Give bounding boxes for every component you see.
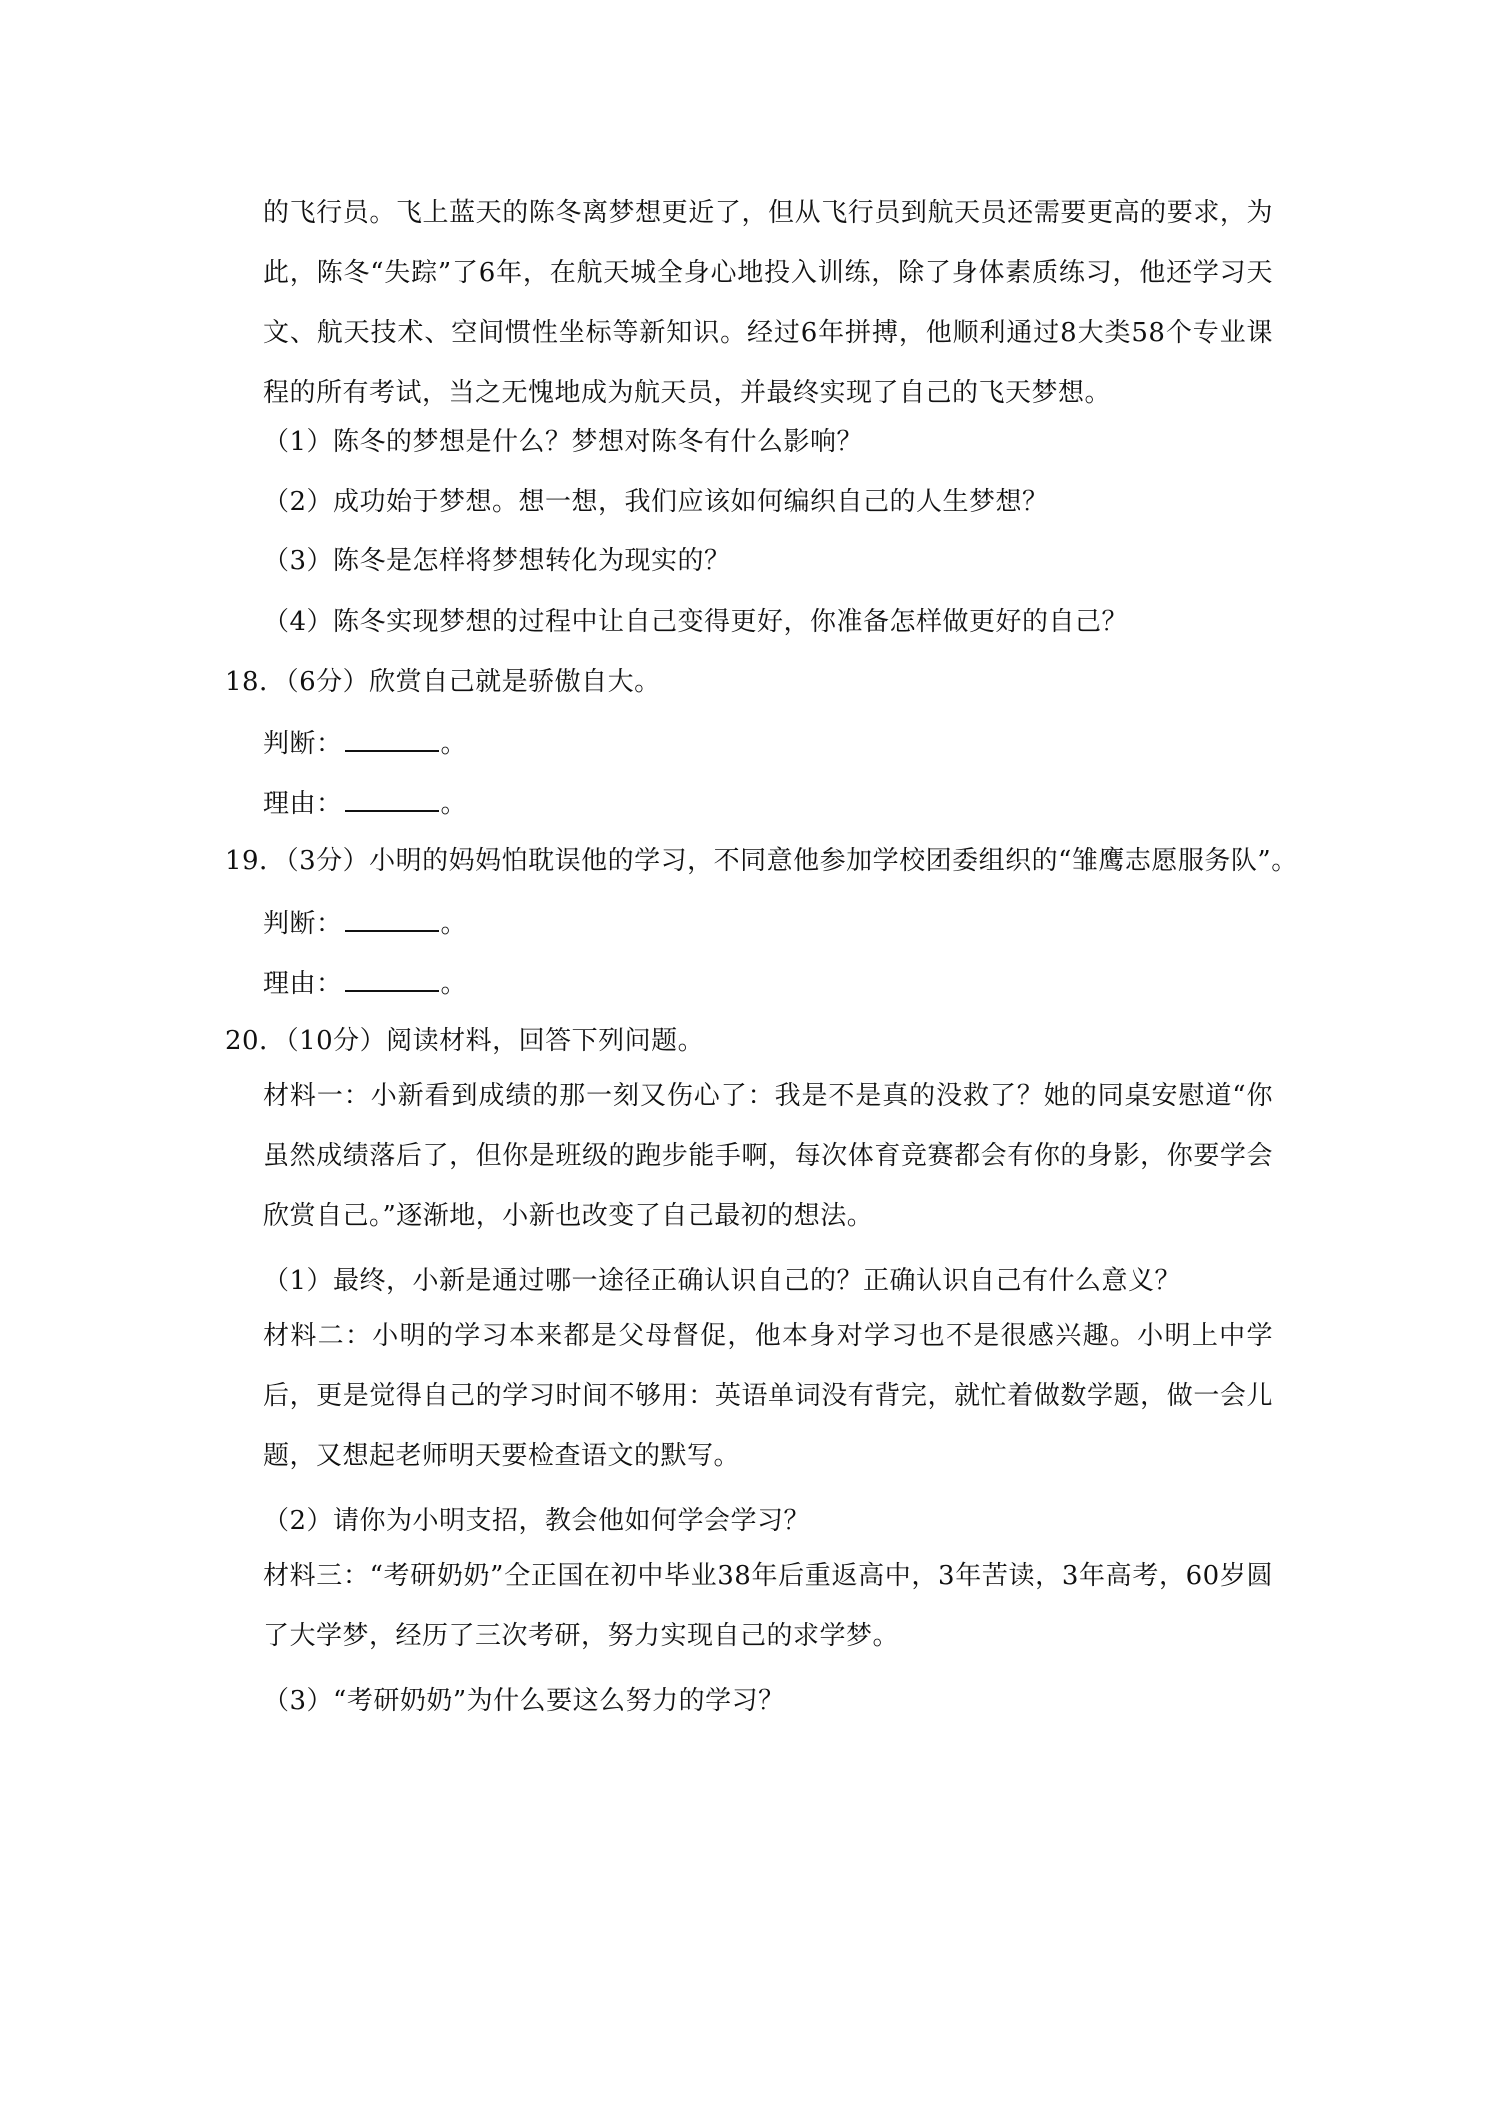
q20-sub-3: （3）“考研奶奶”为什么要这么努力的学习？: [263, 1686, 785, 1716]
q20-stem: 20．（10分）阅读材料，回答下列问题。: [225, 1026, 705, 1056]
passage-continued: 的飞行员。飞上蓝天的陈冬离梦想更近了，但从飞行员到航天员还需要更高的要求，为此，陈冬“失踪”了6年，在航天城全身心地投入训练，除了身体素质练习，他还学习天文、航天技术、空间惯性坐标等新知识。经过6年拼搏，他顺利通过8大类58个专业课程的所有考试，当之无愧地成为航天员，并最终实现了自己的飞天梦想。: [263, 198, 1273, 408]
q18-judge-end: 。: [440, 729, 468, 759]
q19-reason-label: 理由：: [263, 969, 343, 999]
q20-sub-1: （1）最终，小新是通过哪一途径正确认识自己的？正确认识自己有什么意义？: [263, 1266, 1182, 1296]
q18-judge-label: 判断：: [263, 729, 343, 759]
q17-sub-2: （2）成功始于梦想。想一想，我们应该如何编织自己的人生梦想？: [263, 487, 1049, 517]
q20-sub-2: （2）请你为小明支招，教会他如何学会学习？: [263, 1506, 811, 1536]
q17-sub-4: （4）陈冬实现梦想的过程中让自己变得更好，你准备怎样做更好的自己？: [263, 607, 1129, 637]
q17-sub-3: （3）陈冬是怎样将梦想转化为现实的？: [263, 546, 731, 576]
q18-reason: [263, 784, 467, 822]
q18-reason-label: 理由：: [263, 789, 343, 819]
q19-judge-end: 。: [440, 909, 468, 939]
q19-judge-blank[interactable]: [345, 904, 439, 932]
q18-judge: [263, 724, 467, 762]
q17-sub-1: （1）陈冬的梦想是什么？梦想对陈冬有什么影响？: [263, 427, 864, 457]
q20-material-2: 材料二：小明的学习本来都是父母督促，他本身对学习也不是很感兴趣。小明上中学后，更是觉得自己的学习时间不够用：英语单词没有背完，就忙着做数学题，做一会儿题，又想起老师明天要检查语文的默写。: [263, 1321, 1273, 1471]
q20-material-1: 材料一：小新看到成绩的那一刻又伤心了：我是不是真的没救了？她的同桌安慰道“你虽然成绩落后了，但你是班级的跑步能手啊，每次体育竞赛都会有你的身影，你要学会欣赏自己。”逐渐地，小新也改变了自己最初的想法。: [263, 1081, 1273, 1231]
q19-judge: [263, 904, 467, 942]
q19-reason: [263, 964, 467, 1002]
q19-reason-end: 。: [440, 969, 468, 999]
q19-judge-label: 判断：: [263, 909, 343, 939]
q19-reason-blank[interactable]: [345, 964, 439, 992]
q18-judge-blank[interactable]: [345, 724, 439, 752]
q18-stem: 18．（6分）欣赏自己就是骄傲自大。: [225, 667, 661, 697]
q19-stem: 19．（3分）小明的妈妈怕耽误他的学习，不同意他参加学校团委组织的“雏鹰志愿服务队”。: [225, 846, 1298, 876]
q18-reason-blank[interactable]: [345, 784, 439, 812]
q18-reason-end: 。: [440, 789, 468, 819]
q20-material-3: 材料三：“考研奶奶”仝正国在初中毕业38年后重返高中，3年苦读，3年高考，60岁圆了大学梦，经历了三次考研，努力实现自己的求学梦。: [263, 1561, 1273, 1651]
